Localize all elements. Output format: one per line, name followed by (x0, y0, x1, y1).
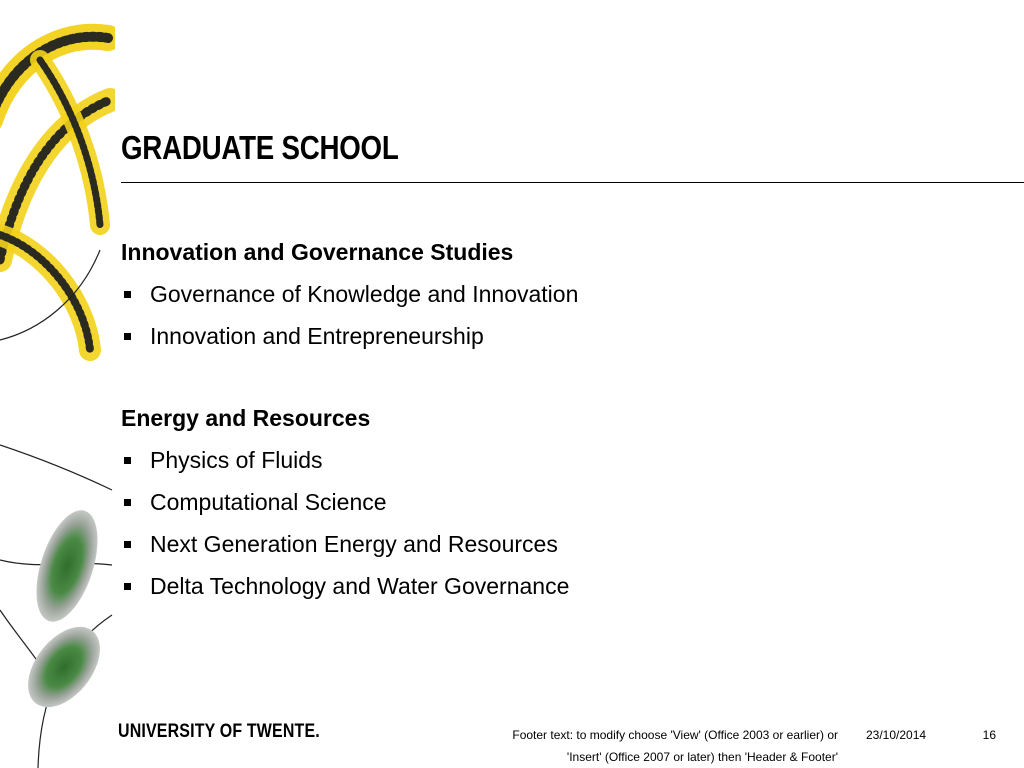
list-item-label: Innovation and Entrepreneurship (150, 323, 484, 349)
list-item (121, 315, 881, 357)
square-bullet-icon (124, 333, 131, 340)
list-item-label: Delta Technology and Water Governance (150, 573, 570, 599)
square-bullet-icon (124, 499, 131, 506)
list-item (121, 523, 881, 565)
list-item-label: Next Generation Energy and Resources (150, 531, 558, 557)
university-logo: UNIVERSITY OF TWENTE. (118, 721, 320, 742)
section-innovation-governance (121, 232, 881, 357)
list-item-label: Governance of Knowledge and Innovation (150, 281, 579, 307)
section-spacer (121, 357, 881, 398)
square-bullet-icon (124, 541, 131, 548)
section-heading: Innovation and Governance Studies (121, 239, 514, 265)
slide-number: 16 (982, 728, 996, 742)
footer-text-line: 'Insert' (Office 2007 or later) then 'Header & Footer' (566, 750, 838, 764)
slide-title: GRADUATE SCHOOL (121, 129, 399, 166)
section-heading: Energy and Resources (121, 405, 371, 431)
square-bullet-icon (124, 583, 131, 590)
section-energy-resources (121, 398, 881, 607)
footer-text-line: Footer text: to modify choose 'View' (Office 2003 or earlier) or (512, 728, 838, 742)
square-bullet-icon (124, 291, 131, 298)
footer-date: 23/10/2014 (866, 728, 927, 742)
list-item (121, 481, 881, 523)
list-item (121, 439, 881, 481)
list-item-label: Physics of Fluids (150, 447, 323, 473)
decorative-pattern-icon (0, 0, 115, 768)
footer-text (438, 724, 838, 768)
slide-content (121, 232, 881, 607)
list-item (121, 565, 881, 607)
title-divider (121, 182, 1024, 183)
list-item (121, 273, 881, 315)
square-bullet-icon (124, 457, 131, 464)
list-item-label: Computational Science (150, 489, 387, 515)
